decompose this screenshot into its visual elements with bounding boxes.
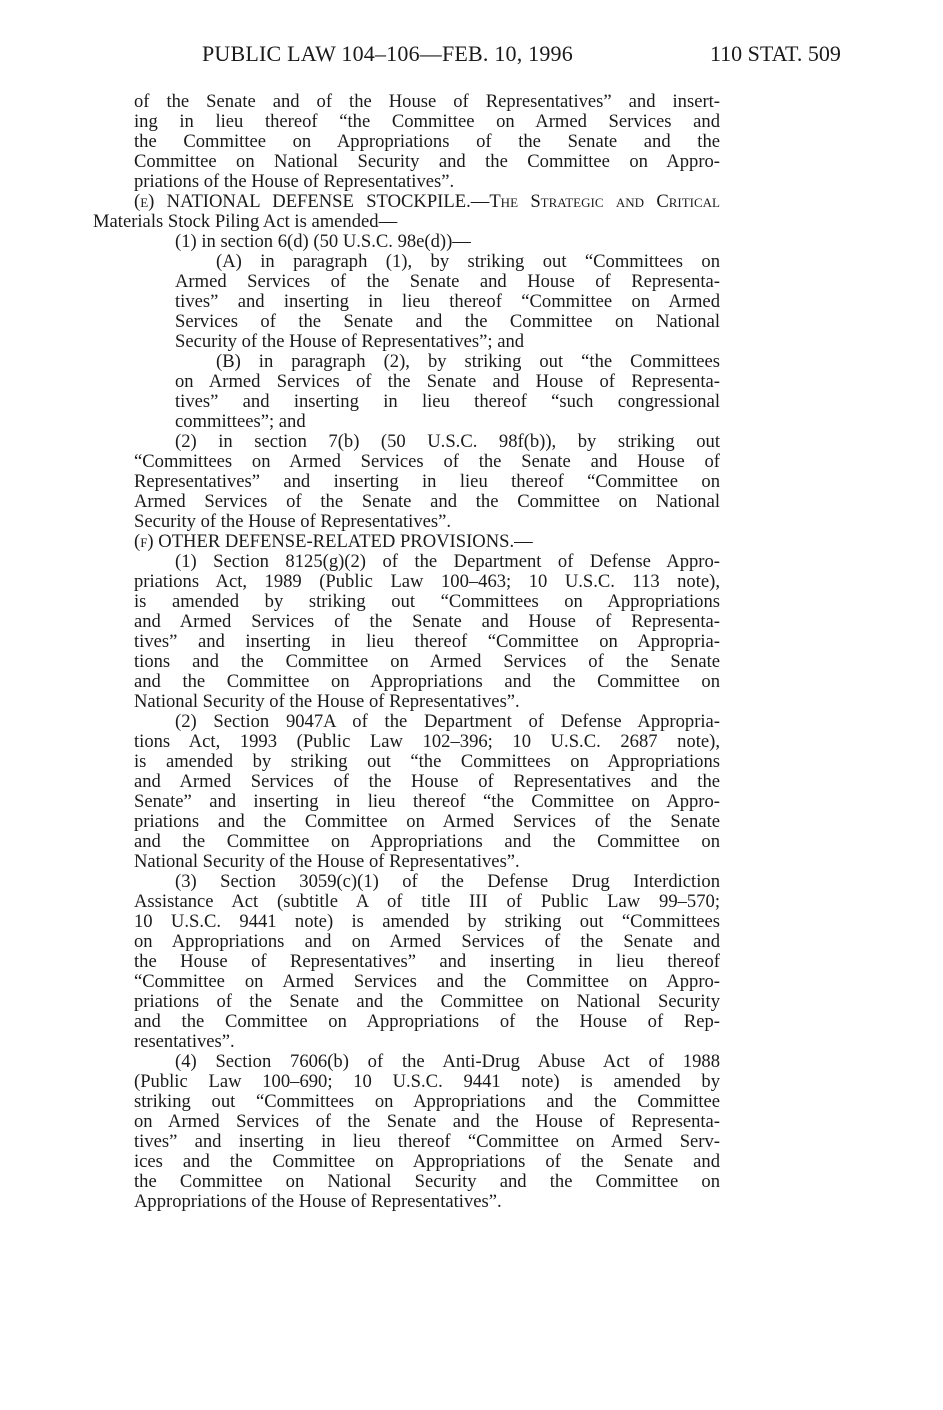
text-line: (A) in paragraph (1), by striking out “Committees on <box>216 251 720 272</box>
text-line: (B) in paragraph (2), by striking out “the Committees <box>216 351 720 372</box>
text-line: striking out “Committees on Appropriations and the Committee <box>134 1091 720 1112</box>
page-number: 110 STAT. 509 <box>710 41 841 66</box>
text-line: (4) Section 7606(b) of the Anti-Drug Abuse Act of 1988 <box>175 1051 720 1072</box>
text-line: Armed Services of the Senate and the Committee on National <box>134 491 720 512</box>
text-line: and Armed Services of the Senate and House of Representa- <box>134 611 720 632</box>
text-line: priations of the House of Representatives”. <box>134 171 455 192</box>
text-line: the Committee on Appropriations of the Senate and the <box>134 131 720 152</box>
text-line: the Committee on National Security and the Committee on <box>134 1171 720 1192</box>
section-heading-f: (f) OTHER DEFENSE-RELATED PROVISIONS.— <box>134 531 533 552</box>
text-line: (3) Section 3059(c)(1) of the Defense Drug Interdiction <box>175 871 720 892</box>
text-line: priations of the Senate and the Committee on National Security <box>134 991 720 1012</box>
text-line: tives” and inserting in lieu thereof “Committee on Armed Serv- <box>134 1131 720 1152</box>
text-line: committees”; and <box>175 411 306 432</box>
text-line: tives” and inserting in lieu thereof “Committee on Armed <box>175 291 720 312</box>
text-line: National Security of the House of Representatives”. <box>134 851 520 872</box>
text-line: Security of the House of Representatives”. <box>134 511 452 532</box>
text-line: (2) in section 7(b) (50 U.S.C. 98f(b)), by striking out <box>175 431 720 452</box>
text-line: is amended by striking out “the Committees on Appropriations <box>134 751 720 772</box>
text-line: “Committees on Armed Services of the Senate and House of <box>134 451 720 472</box>
text-line: and the Committee on Appropriations of the House of Rep- <box>134 1011 720 1032</box>
text-line: is amended by striking out “Committees on Appropriations <box>134 591 720 612</box>
text-line: Committee on National Security and the Committee on Appro- <box>134 151 720 172</box>
page-header <box>0 41 943 71</box>
section-heading-e: (e) NATIONAL DEFENSE STOCKPILE.—The Strategic and Critical <box>134 191 720 212</box>
text-line: the House of Representatives” and inserting in lieu thereof <box>134 951 720 972</box>
text-line: (2) Section 9047A of the Department of Defense Appropria- <box>175 711 720 732</box>
text-line: on Armed Services of the Senate and the House of Representa- <box>134 1111 720 1132</box>
text-line: and Armed Services of the House of Representatives and the <box>134 771 720 792</box>
text-line: and the Committee on Appropriations and the Committee on <box>134 671 720 692</box>
text-line: and the Committee on Appropriations and the Committee on <box>134 831 720 852</box>
text-line: (1) Section 8125(g)(2) of the Department of Defense Appro- <box>175 551 720 572</box>
text-line: Representatives” and inserting in lieu thereof “Committee on <box>134 471 720 492</box>
text-line: Appropriations of the House of Representatives”. <box>134 1191 502 1212</box>
text-line: Materials Stock Piling Act is amended— <box>93 211 398 232</box>
text-line: (Public Law 100–690; 10 U.S.C. 9441 note) is amended by <box>134 1071 720 1092</box>
text-line: Assistance Act (subtitle A of title III of Public Law 99–570; <box>134 891 720 912</box>
text-line: tives” and inserting in lieu thereof “Committee on Appropria- <box>134 631 720 652</box>
text-line: 10 U.S.C. 9441 note) is amended by striking out “Committees <box>134 911 720 932</box>
text-line: on Armed Services of the Senate and House of Representa- <box>175 371 720 392</box>
text-line: priations Act, 1989 (Public Law 100–463; 10 U.S.C. 113 note), <box>134 571 720 592</box>
text-line: Security of the House of Representatives”; and <box>175 331 525 352</box>
text-line: National Security of the House of Representatives”. <box>134 691 520 712</box>
text-line: “Committee on Armed Services and the Committee on Appro- <box>134 971 720 992</box>
text-line: (1) in section 6(d) (50 U.S.C. 98e(d))— <box>175 231 471 252</box>
text-line: tives” and inserting in lieu thereof “such congressional <box>175 391 720 412</box>
text-line: Services of the Senate and the Committee on National <box>175 311 720 332</box>
text-line: tions and the Committee on Armed Services of the Senate <box>134 651 720 672</box>
text-line: Armed Services of the Senate and House of Representa- <box>175 271 720 292</box>
text-line: of the Senate and of the House of Representatives” and insert- <box>134 91 720 112</box>
text-line: resentatives”. <box>134 1031 235 1052</box>
running-title: PUBLIC LAW 104–106—FEB. 10, 1996 <box>202 41 573 66</box>
text-line: on Appropriations and on Armed Services of the Senate and <box>134 931 720 952</box>
text-line: Senate” and inserting in lieu thereof “the Committee on Appro- <box>134 791 720 812</box>
text-line: priations and the Committee on Armed Services of the Senate <box>134 811 720 832</box>
text-line: tions Act, 1993 (Public Law 102–396; 10 U.S.C. 2687 note), <box>134 731 720 752</box>
text-line: ices and the Committee on Appropriations of the Senate and <box>134 1151 720 1172</box>
text-line: ing in lieu thereof “the Committee on Armed Services and <box>134 111 720 132</box>
